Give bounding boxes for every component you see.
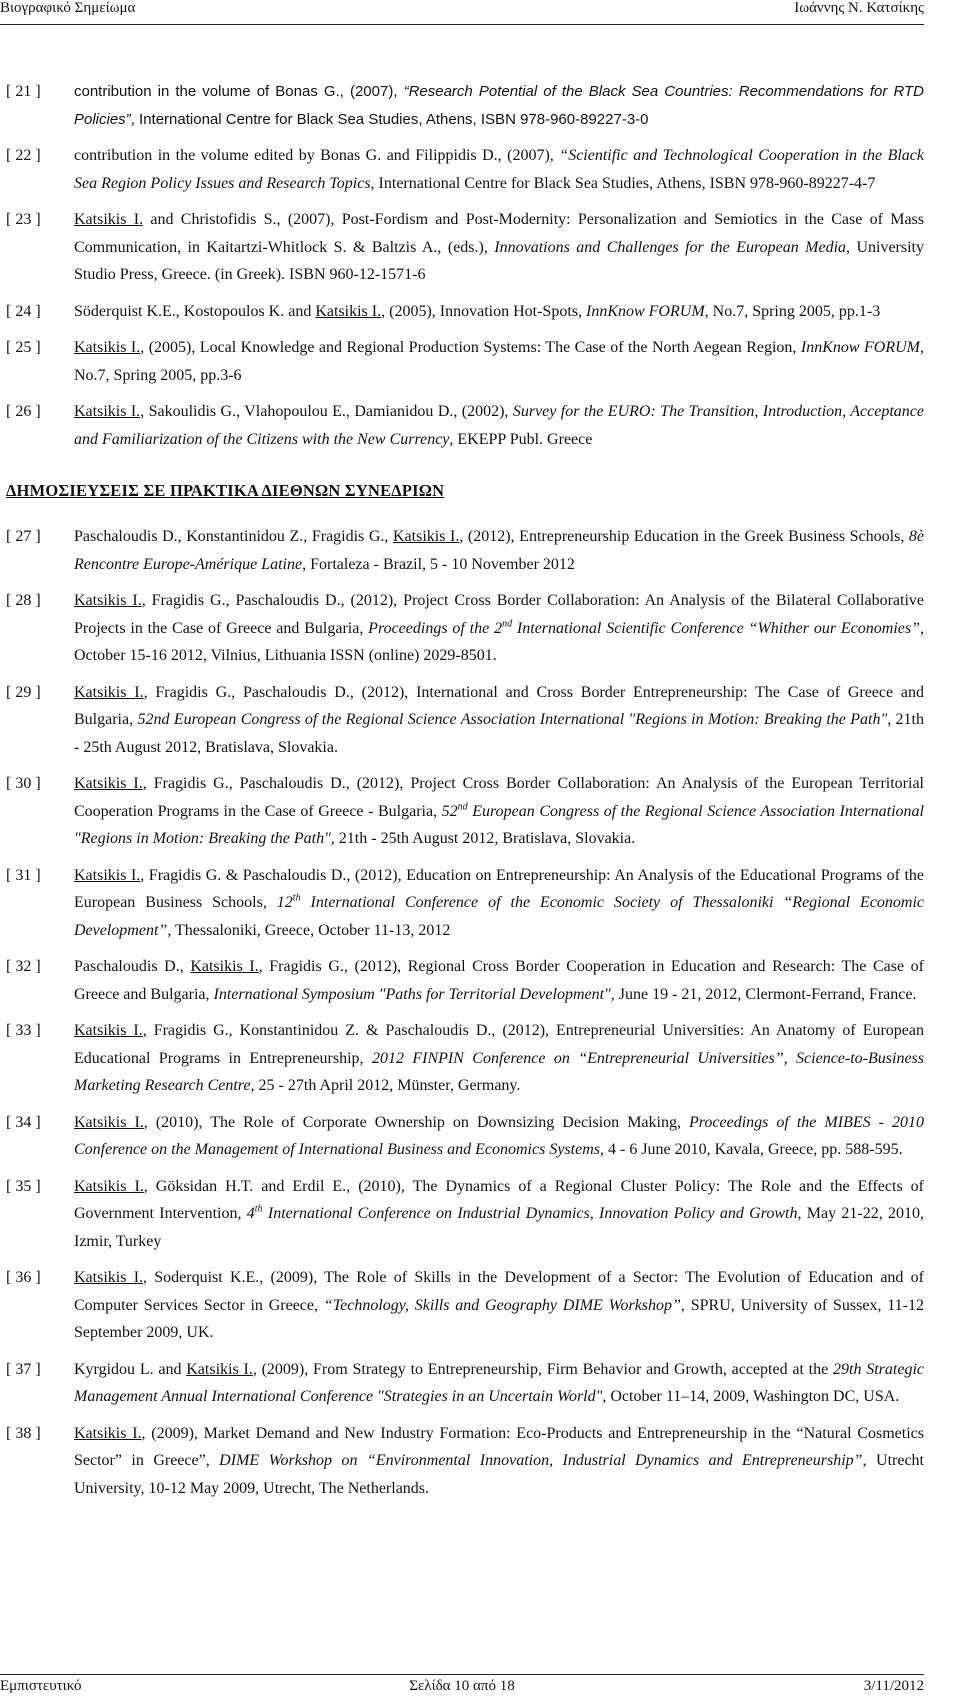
citation-text: 8è Rencontre Europe-Amérique Latine [74, 528, 924, 573]
citation-text: and Christofidis S., (2007), Post-Fordism and Post-Modernity: Personalization and Semiotics in the Case of Mass Communication, in Kaitartzi-Whitlock S. & Baltzis A., (eds.), [74, 211, 924, 256]
citation-text: “Research Potential of the Black Sea Countries: Recommendations for RTD Policies” [74, 83, 925, 128]
citation-text: , SPRU, University of Sussex, 11-12 September 2009, UK. [74, 1296, 924, 1341]
citation-text: , June 19 - 21, 2012, Clermont-Ferrand, France. [610, 985, 917, 1003]
citation-text: , Fragidis G., Konstantinidou Z. & Paschaloudis D., (2012), Entrepreneurial Universities: An Anatomy of European Educational Programs in Entrepreneurship, [74, 1022, 924, 1067]
author-highlight: Katsikis I. [190, 958, 259, 975]
author-highlight: Katsikis I. [315, 302, 382, 320]
citation-text: nd [502, 618, 513, 630]
citation-text: InnKnow FORUM [585, 302, 705, 320]
publication-entry [6, 953, 924, 1008]
footer-confidential: Εμπιστευτικό [0, 1678, 82, 1694]
entry-number: [ 26 ] [6, 403, 41, 420]
author-highlight: Katsikis I. [74, 1113, 144, 1131]
citation-text: , 4 - 6 June 2010, Kavala, Greece, pp. 588-595. [599, 1141, 903, 1158]
citation-text: , October 11–14, 2009, Washington DC, USA. [602, 1388, 900, 1405]
citation-text: , (2009), Market Demand and New Industry Formation: Eco-Products and Entrepreneurship in the “Natural Cosmetics Sector” in Greece”, [74, 1424, 925, 1469]
entry-citation [74, 78, 924, 133]
author-highlight: Katsikis I. [74, 1269, 144, 1286]
author-highlight: Katsikis I. [74, 211, 144, 228]
citation-text: Kyrgidou L. and [74, 1360, 187, 1378]
publication-entry [6, 1356, 924, 1411]
entry-number: [ 28 ] [6, 592, 41, 609]
entry-citation [74, 1420, 924, 1503]
citation-text: 12 [276, 894, 293, 911]
entry-citation [74, 1264, 924, 1347]
author-highlight: Katsikis I. [74, 403, 141, 420]
citation-text: , EKEPP Publ. Greece [449, 430, 593, 448]
citation-text: International Scientific Conference “Whither our Economies” [512, 619, 921, 637]
entry-citation [74, 334, 924, 389]
citation-text: Paschaloudis D., [74, 958, 191, 975]
citation-text: , (2007), [339, 83, 404, 100]
entry-citation [74, 770, 924, 853]
author-highlight: Katsikis I. [74, 775, 143, 792]
entry-number: [ 33 ] [6, 1022, 41, 1039]
citation-text: 52 [441, 802, 458, 820]
publication-entry [6, 142, 924, 197]
entry-citation [74, 862, 924, 945]
citation-text: Proceedings of the 2 [368, 619, 503, 637]
entry-number: [ 31 ] [6, 866, 41, 884]
publication-entry [6, 1017, 924, 1100]
citation-text: , Göksidan H.T. and Erdil E., (2010), The Dynamics of a Regional Cluster Policy: The Role and the Effects of Government Intervention, [74, 1177, 925, 1222]
citation-text: 2012 FINPIN Conference on “Entrepreneurial Universities”, Science-to-Business Marketing Research Centre [74, 1049, 924, 1094]
citation-text: , University Studio Press, Greece. (in Greek). ISBN 960-12-1571-6 [74, 238, 924, 283]
publication-entry [6, 1420, 924, 1503]
citation-text: , International Centre for Black Sea Studies, Athens, ISBN 978-960-89227-4-7 [370, 174, 876, 192]
publication-entry [6, 206, 924, 289]
author-highlight: Katsikis I. [186, 1360, 253, 1378]
publication-entry [6, 1173, 924, 1256]
publication-list [6, 78, 924, 1511]
header-author: Ιωάννης Ν. Κατσίκης [794, 0, 924, 16]
citation-text: Survey for the EURO: The Transition, Introduction, Acceptance and Familiarization of the Citizens with the New Currency [74, 403, 925, 448]
entry-number: [ 38 ] [6, 1424, 41, 1442]
publication-entry [6, 770, 924, 853]
author-highlight: Katsikis I. [74, 683, 144, 701]
citation-text: International Symposium "Paths for Territorial Development" [213, 985, 611, 1003]
citation-text: th [292, 892, 301, 904]
entry-number: [ 29 ] [6, 683, 41, 701]
citation-text: 29th Strategic Management Annual International Conference "Strategies in an Uncertain World" [74, 1360, 924, 1405]
entry-citation [74, 953, 924, 1008]
entry-number: [ 22 ] [6, 147, 41, 164]
citation-text: nd [457, 801, 468, 813]
footer-date: 3/11/2012 [863, 1678, 924, 1694]
entry-citation [74, 1173, 924, 1256]
citation-text: International Conference of the Economic Society of Thessaloniki “Regional Economic Development” [74, 894, 925, 939]
publication-entry [6, 679, 924, 762]
citation-text: , May 21-22, 2010, Izmir, Turkey [74, 1205, 925, 1250]
entry-citation [74, 587, 924, 670]
author-highlight: Katsikis I. [393, 528, 460, 545]
author-highlight: Katsikis I. [74, 1424, 142, 1442]
citation-text: , Fragidis G., Paschaloudis D., (2012), Project Cross Border Collaboration: An Analysis of the European Territorial Cooperation Programs in the Case of Greece - Bulgaria, [74, 775, 924, 820]
publication-entry [6, 862, 924, 945]
citation-text: , (2005), Innovation Hot-Spots, [381, 302, 586, 320]
entry-citation [74, 523, 924, 578]
citation-text: Söderquist K.E., Kostopoulos K. and [74, 302, 316, 320]
citation-text: , International Centre for Black Sea Studies, Athens, ISBN 978-960-89227-3-0 [130, 110, 649, 128]
citation-text: International Conference on Industrial Dynamics, Innovation Policy and Growth [262, 1205, 798, 1222]
entry-citation [74, 398, 924, 453]
entry-number: [ 35 ] [6, 1177, 41, 1195]
citation-text: th [254, 1203, 263, 1215]
citation-text: , 21th - 25th August 2012, Bratislava, Slovakia. [330, 830, 636, 847]
citation-text: , No.7, Spring 2005, pp.3-6 [74, 339, 925, 384]
citation-text: , Fortaleza - Brazil, 5 - 10 November 2012 [302, 555, 575, 573]
entry-citation [74, 1109, 924, 1164]
entry-number: [ 27 ] [6, 528, 41, 545]
author-highlight: Katsikis I. [74, 866, 141, 884]
page-header [0, 0, 924, 22]
author-highlight: Katsikis I. [74, 1177, 144, 1195]
entry-number: [ 37 ] [6, 1360, 41, 1378]
citation-text: , (2012), Entrepreneurship Education in the Greek Business Schools, [459, 528, 909, 545]
citation-text: , 21th - 25th August 2012, Bratislava, Slovakia. [74, 711, 924, 756]
entry-number: [ 30 ] [6, 775, 41, 792]
citation-text: , 25 - 27th April 2012, Münster, Germany. [250, 1077, 521, 1094]
citation-text: 52nd European Congress of the Regional Science Association International "Regions in Motion: Breaking the Path" [137, 711, 888, 728]
citation-text: , Fragidis G., (2012), Regional Cross Border Cooperation in Education and Research: The Case of Greece and Bulgaria, [74, 958, 924, 1003]
entry-number: [ 23 ] [6, 211, 41, 228]
footer-page-number: Σελίδα 10 από 18 [409, 1678, 515, 1694]
entry-number: [ 32 ] [6, 958, 41, 975]
entry-number: [ 24 ] [6, 302, 41, 320]
citation-text: , (2005), Local Knowledge and Regional Production Systems: The Case of the North Aegean Region, [140, 339, 801, 356]
citation-text: 4 [246, 1205, 255, 1222]
entry-citation [74, 298, 924, 326]
footer-divider [0, 1674, 924, 1675]
entry-citation [74, 1356, 924, 1411]
citation-text: Proceedings of the MIBES - 2010 Conference on the Management of International Business and Economics Systems [74, 1113, 924, 1158]
page-footer [0, 1678, 924, 1698]
citation-text: , October 15-16 2012, Vilnius, Lithuania ISSN (online) 2029-8501. [74, 619, 925, 664]
citation-text: , Fragidis G., Paschaloudis D., (2012), International and Cross Border Entrepreneurship: The Case of Greece and Bulgaria, [74, 683, 925, 728]
entry-citation [74, 142, 924, 197]
citation-text: , (2007), [497, 147, 560, 164]
citation-text: , Utrecht University, 10-12 May 2009, Utrecht, The Netherlands. [74, 1452, 925, 1497]
citation-text: “Scientific and Technological Cooperation in the Black Sea Region Policy Issues and Research Topics [74, 147, 924, 192]
publication-entry [6, 523, 924, 578]
publication-entry [6, 1264, 924, 1347]
publication-entry [6, 298, 924, 326]
citation-text: contribution in the volume of Bonas G. [74, 83, 340, 100]
citation-text: , No.7, Spring 2005, pp.1-3 [704, 302, 881, 320]
citation-text: , Sakoulidis G., Vlahopoulou E., Damianidou D., (2002), [140, 403, 513, 420]
publication-entry [6, 398, 924, 453]
entry-number: [ 25 ] [6, 339, 41, 356]
citation-text: , Soderquist K.E., (2009), The Role of Skills in the Development of a Sector: The Evolution of Education and of Computer Services Sector in Greece, [74, 1269, 925, 1314]
citation-text: , (2010), The Role of Corporate Ownership on Downsizing Decision Making, [143, 1113, 689, 1131]
author-highlight: Katsikis I. [74, 1022, 143, 1039]
citation-text: DIME Workshop on “Environmental Innovation, Industrial Dynamics and Entrepreneurship” [219, 1452, 863, 1469]
conference-proceedings [6, 523, 924, 1502]
publication-entry [6, 587, 924, 670]
publication-entry [6, 1109, 924, 1164]
entry-citation [74, 1017, 924, 1100]
header-divider [0, 24, 924, 25]
publication-entry [6, 78, 924, 133]
entry-number: [ 34 ] [6, 1113, 41, 1131]
citation-text: , Fragidis G., Paschaloudis D., (2012), Project Cross Border Collaboration: An Analysis of the Bilateral Collaborative Projects in the Case of Greece and Bulgaria, [74, 592, 924, 637]
citation-text: contribution in the volume edited by Bonas G. and Filippidis D. [74, 147, 498, 164]
author-highlight: Katsikis I. [74, 592, 142, 609]
citation-text: , Thessaloniki, Greece, October 11-13, 2012 [167, 921, 451, 939]
journal-contributions [6, 78, 924, 453]
author-highlight: Katsikis I. [74, 339, 141, 356]
publication-entry [6, 334, 924, 389]
citation-text: , (2009), From Strategy to Entrepreneurship, Firm Behavior and Growth, accepted at the [252, 1360, 833, 1378]
section-heading: ΔΗΜΟΣΙΕΥΣΕΙΣ ΣΕ ΠΡΑΚΤΙΚΑ ΔΙΕΘΝΩΝ ΣΥΝΕΔΡΙΩΝ [6, 481, 445, 500]
entry-citation [74, 679, 924, 762]
entry-number: [ 21 ] [6, 83, 41, 100]
header-title: Βιογραφικό Σημείωμα [0, 0, 136, 16]
entry-citation [74, 206, 924, 289]
citation-text: European Congress of the Regional Science Association International "Regions in Motion: Breaking the Path" [74, 802, 924, 847]
citation-text: “Technology, Skills and Geography DIME Workshop” [323, 1296, 681, 1314]
entry-number: [ 36 ] [6, 1269, 41, 1286]
citation-text: , Fragidis G. & Paschaloudis D., (2012), Education on Entrepreneurship: An Analysis of the Educational Programs of the European Business Schools, [74, 866, 924, 911]
citation-text: InnKnow FORUM [800, 339, 921, 356]
citation-text: Paschaloudis D., Konstantinidou Z., Fragidis G., [74, 528, 393, 545]
citation-text: Innovations and Challenges for the European Media [494, 238, 847, 256]
